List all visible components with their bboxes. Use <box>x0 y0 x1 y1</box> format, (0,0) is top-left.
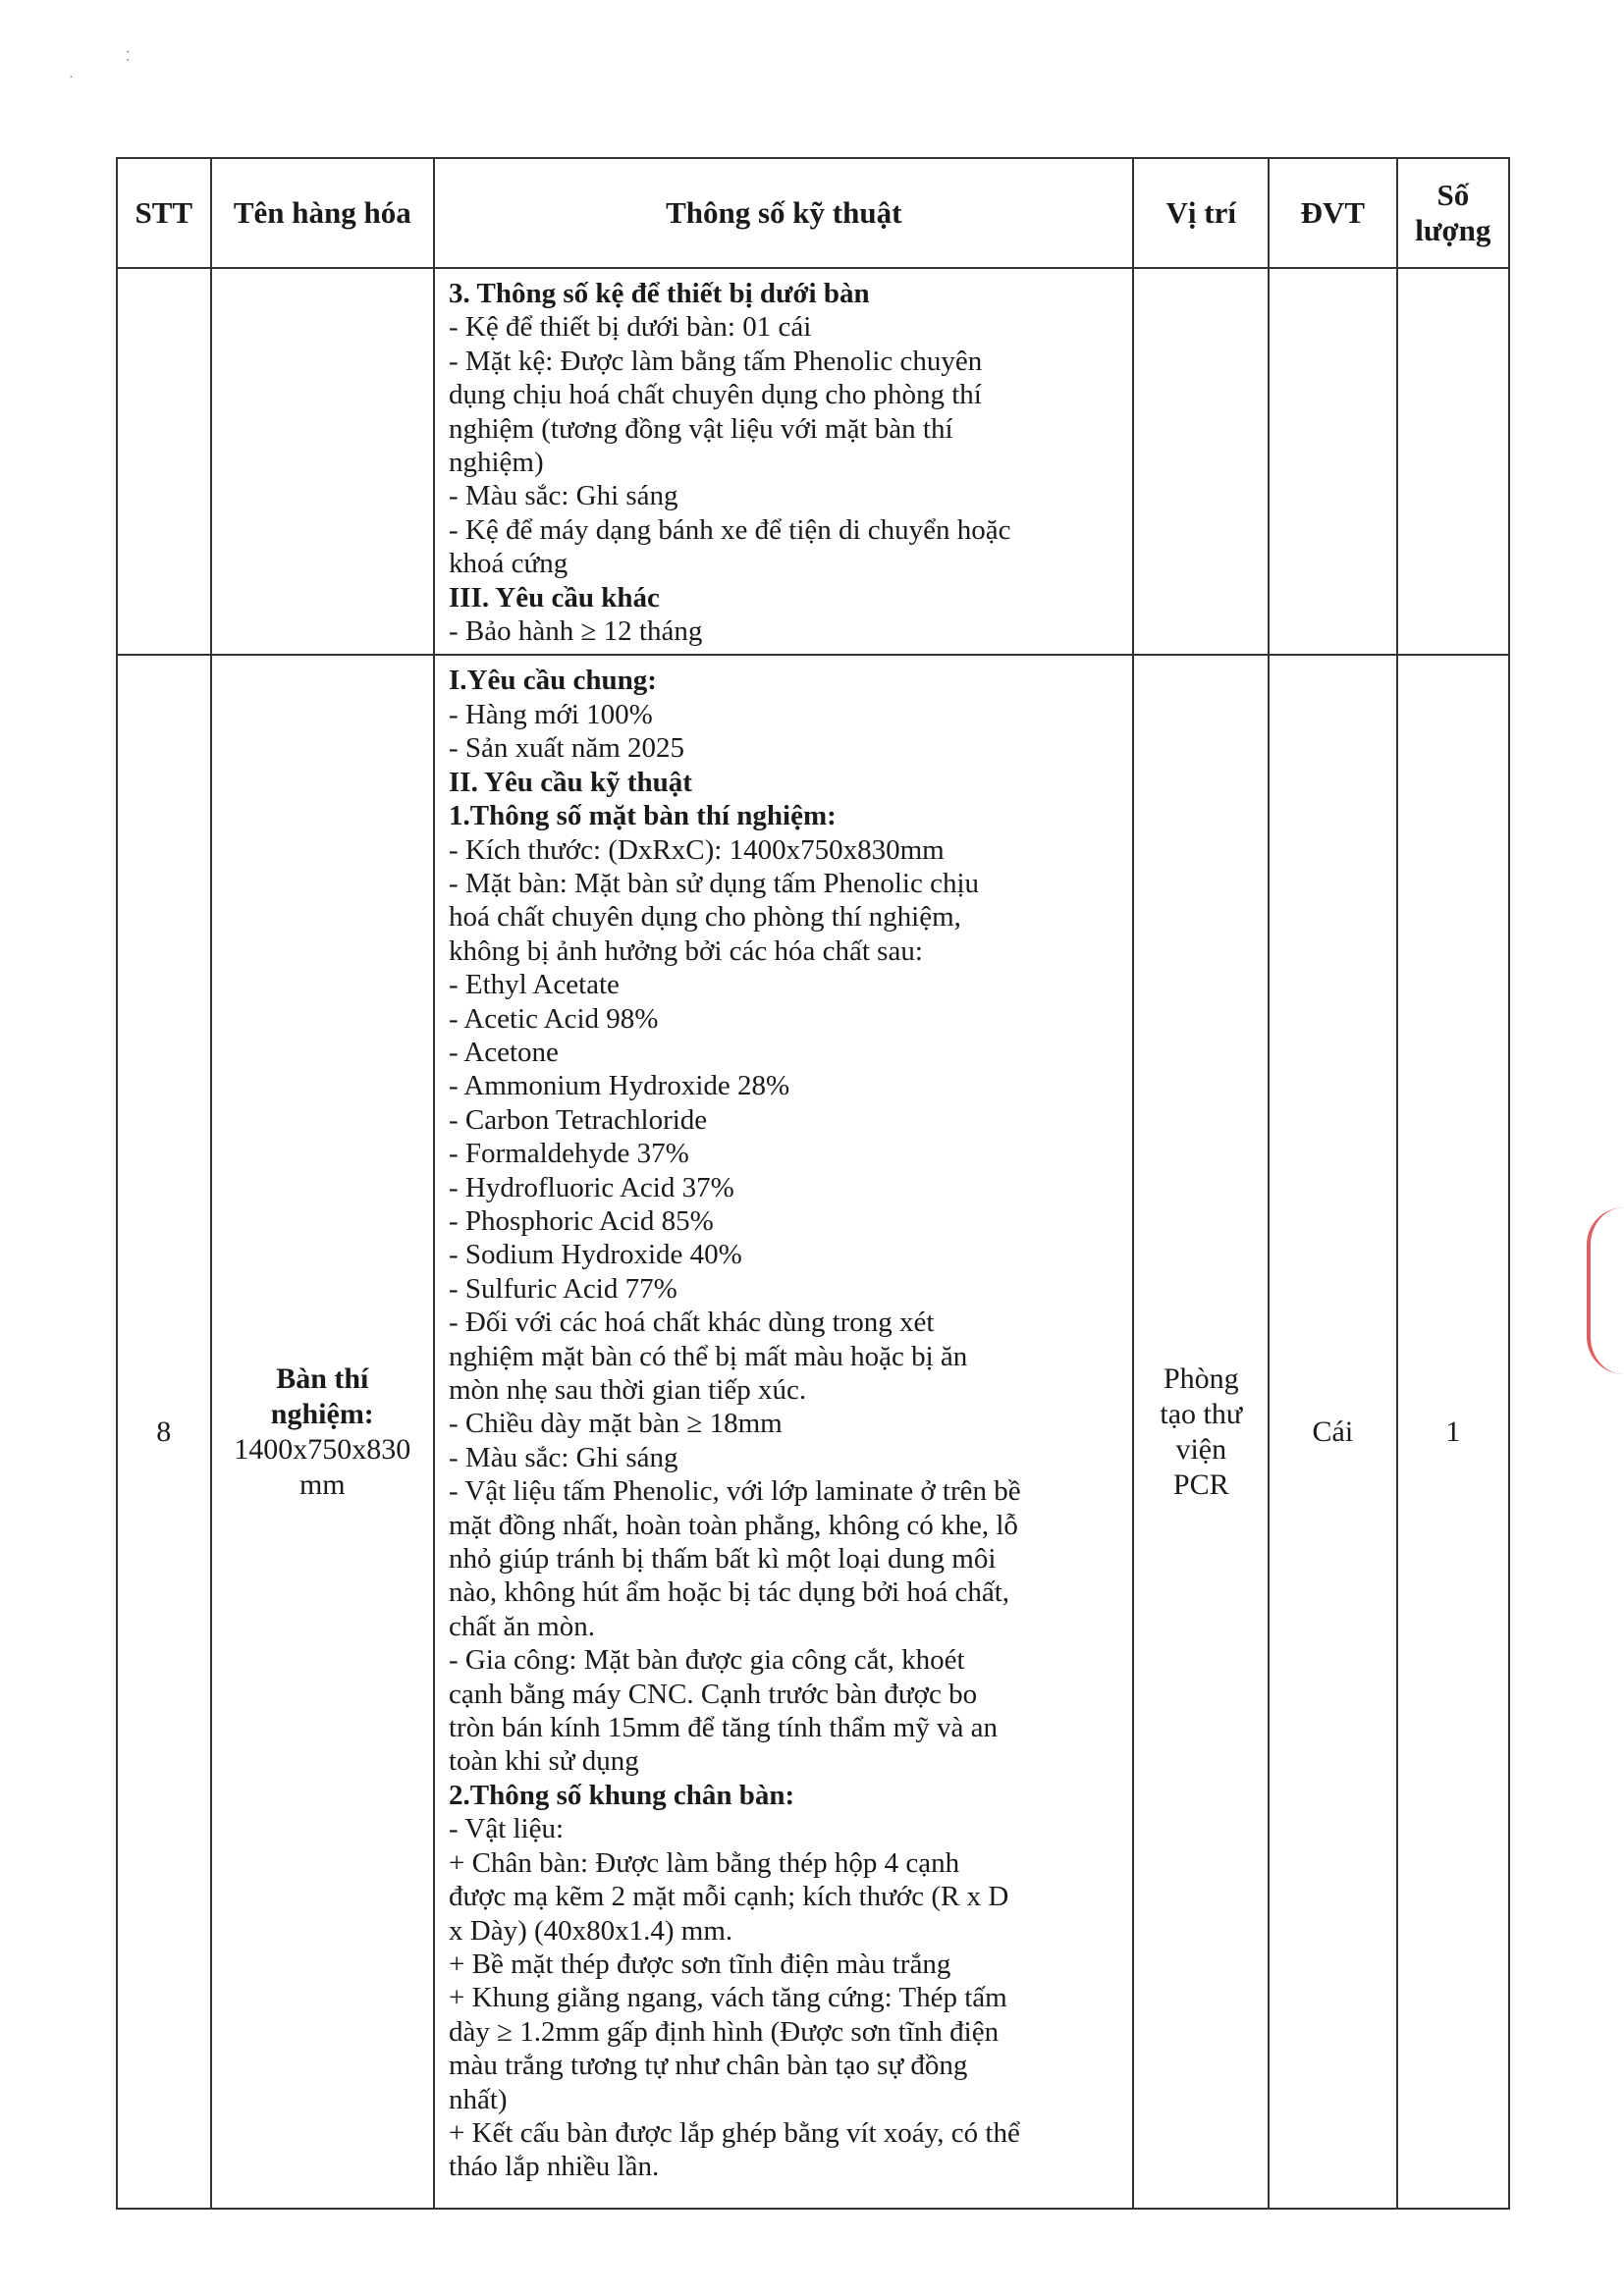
cell-item-name <box>211 655 434 2209</box>
spec-text-line: + Kết cấu bàn được lắp ghép bằng vít xoáy, có thể <box>449 2116 1020 2149</box>
spec-text-line: dụng chịu hoá chất chuyên dụng cho phòng thí <box>449 379 982 411</box>
spec-text-line: - Bảo hành ≥ 12 tháng <box>449 615 703 648</box>
spec-text-line: - Kệ để thiết bị dưới bàn: 01 cái <box>449 311 812 344</box>
spec-text-line: - Acetone <box>449 1036 559 1068</box>
cell-spec-continuation <box>434 268 1133 655</box>
item-dimension-unit: mm <box>298 1468 346 1501</box>
spec-text-line: - Kệ để máy dạng bánh xe để tiện di chuyển hoặc <box>449 513 1011 546</box>
spec-heading-line: 3. Thông số kệ để thiết bị dưới bàn <box>449 278 870 309</box>
header-stt: STT <box>117 158 211 268</box>
spec-text-line: màu trắng tương tự như chân bàn tạo sự đồng <box>449 2050 968 2082</box>
header-specification: Thông số kỹ thuật <box>434 158 1133 268</box>
spec-heading-line: I.Yêu cầu chung: <box>449 665 657 697</box>
spec-text-line: nào, không hút ẩm hoặc bị tác dụng bởi hoá chất, <box>449 1576 1010 1609</box>
location-line3: viện <box>1175 1432 1227 1466</box>
spec-text-line: toàn khi sử dụng <box>449 1745 639 1778</box>
spec-text-line: nghiệm) <box>449 447 544 479</box>
table-row-continuation <box>117 268 1509 655</box>
spec-text-line: - Vật liệu tấm Phenolic, với lớp laminate ở trên bề <box>449 1475 1021 1508</box>
spec-text-line: + Chân bàn: Được làm bằng thép hộp 4 cạnh <box>449 1846 960 1879</box>
spec-text-line: + Khung giằng ngang, vách tăng cứng: Thép tấm <box>449 1982 1007 2014</box>
scan-speck: · <box>69 71 74 85</box>
spec-heading-line: III. Yêu cầu khác <box>449 581 660 614</box>
spec-text-line: cạnh bằng máy CNC. Cạnh trước bàn được bo <box>449 1678 978 1710</box>
cell-stt: 8 <box>117 655 211 2209</box>
spec-text-line: - Carbon Tetrachloride <box>449 1103 708 1136</box>
spec-text-line: - Hydrofluoric Acid 37% <box>449 1171 734 1203</box>
spec-text-line: nhất) <box>449 2083 508 2115</box>
location-line2: tạo thư <box>1160 1397 1243 1430</box>
header-unit: ĐVT <box>1269 158 1397 268</box>
spec-heading-line: 2.Thông số khung chân bàn: <box>449 1779 795 1811</box>
location-line4: PCR <box>1172 1468 1229 1501</box>
spec-lines-item-8 <box>435 656 1132 2189</box>
spec-text-line: dày ≥ 1.2mm gấp định hình (Được sơn tĩnh điện <box>449 2015 1000 2048</box>
spec-text-line: hoá chất chuyên dụng cho phòng thí nghiệm, <box>449 901 961 934</box>
spec-text-line: tháo lắp nhiều lần. <box>449 2151 660 2183</box>
specification-table <box>116 157 1510 2210</box>
cell-specification <box>434 655 1133 2209</box>
spec-text-line: - Mặt bàn: Mặt bàn sử dụng tấm Phenolic chịu <box>449 867 980 899</box>
header-item-name: Tên hàng hóa <box>211 158 434 268</box>
spec-text-line: - Hàng mới 100% <box>449 698 653 730</box>
cell-unit: Cái <box>1269 655 1397 2209</box>
cell-qty-empty <box>1397 268 1509 655</box>
spec-text-line: - Kích thước: (DxRxC): 1400x750x830mm <box>449 833 945 866</box>
item-name-line2: nghiệm: <box>270 1397 374 1430</box>
spec-text-line: chất ăn mòn. <box>449 1610 595 1642</box>
header-quantity-line1: Số <box>1436 178 1470 212</box>
spec-text-line: - Mặt kệ: Được làm bằng tấm Phenolic chuyên <box>449 345 983 377</box>
spec-lines-continuation <box>435 269 1132 654</box>
spec-text-line: không bị ảnh hưởng bởi các hóa chất sau: <box>449 934 923 967</box>
spec-text-line: - Ethyl Acetate <box>449 969 620 1001</box>
spec-heading-line: 1.Thông số mặt bàn thí nghiệm: <box>449 800 837 832</box>
spec-text-line: nghiệm mặt bàn có thể bị mất màu hoặc bị ăn <box>449 1340 968 1372</box>
header-location: Vị trí <box>1133 158 1269 268</box>
cell-stt-empty <box>117 268 211 655</box>
spec-text-line: - Gia công: Mặt bàn được gia công cắt, khoét <box>449 1644 965 1677</box>
spec-text-line: nghiệm (tương đồng vật liệu với mặt bàn thí <box>449 412 953 445</box>
red-seal-stamp-edge <box>1587 1207 1624 1374</box>
cell-quantity: 1 <box>1397 655 1509 2209</box>
cell-unit-empty <box>1269 268 1397 655</box>
spec-text-line: - Sulfuric Acid 77% <box>449 1272 677 1305</box>
spec-text-line: mòn nhẹ sau thời gian tiếp xúc. <box>449 1374 807 1406</box>
spec-text-line: - Acetic Acid 98% <box>449 1002 659 1035</box>
spec-text-line: - Chiều dày mặt bàn ≥ 18mm <box>449 1408 783 1440</box>
spec-text-line: - Phosphoric Acid 85% <box>449 1204 714 1237</box>
header-quantity <box>1397 158 1509 268</box>
scan-speck: ⁚ <box>126 50 131 65</box>
spec-text-line: - Đối với các hoá chất khác dùng trong xét <box>449 1307 935 1339</box>
header-row <box>117 158 1509 268</box>
item-dimension-line: 1400x750x830 <box>234 1432 411 1466</box>
location-line1: Phòng <box>1163 1362 1239 1395</box>
spec-text-line: được mạ kẽm 2 mặt mỗi cạnh; kích thước (R x D <box>449 1881 1009 1913</box>
spec-text-line: - Sodium Hydroxide 40% <box>449 1239 742 1271</box>
cell-name-empty <box>211 268 434 655</box>
spec-text-line: tròn bán kính 15mm để tăng tính thẩm mỹ và an <box>449 1712 998 1744</box>
header-quantity-line2: lượng <box>1415 213 1491 247</box>
spec-text-line: mặt đồng nhất, hoàn toàn phẳng, không có khe, lỗ <box>449 1509 1018 1541</box>
spec-text-line: + Bề mặt thép được sơn tĩnh điện màu trắng <box>449 1948 951 1980</box>
spec-text-line: - Formaldehyde 37% <box>449 1138 689 1170</box>
cell-location <box>1133 655 1269 2209</box>
table-row-item-8 <box>117 655 1509 2209</box>
spec-text-line: nhỏ giúp tránh bị thấm bất kì một loại dung môi <box>449 1543 997 1575</box>
spec-text-line: - Ammonium Hydroxide 28% <box>449 1070 790 1102</box>
spec-text-line: - Màu sắc: Ghi sáng <box>449 480 678 512</box>
spec-text-line: x Dày) (40x80x1.4) mm. <box>449 1914 733 1947</box>
spec-text-line: - Màu sắc: Ghi sáng <box>449 1441 678 1473</box>
spec-text-line: - Sản xuất năm 2025 <box>449 732 685 765</box>
spec-text-line: - Vật liệu: <box>449 1813 565 1845</box>
spec-heading-line: II. Yêu cầu kỹ thuật <box>449 766 692 798</box>
item-name-line1: Bàn thí <box>276 1362 369 1395</box>
cell-location-empty <box>1133 268 1269 655</box>
spec-text-line: khoá cứng <box>449 548 568 580</box>
